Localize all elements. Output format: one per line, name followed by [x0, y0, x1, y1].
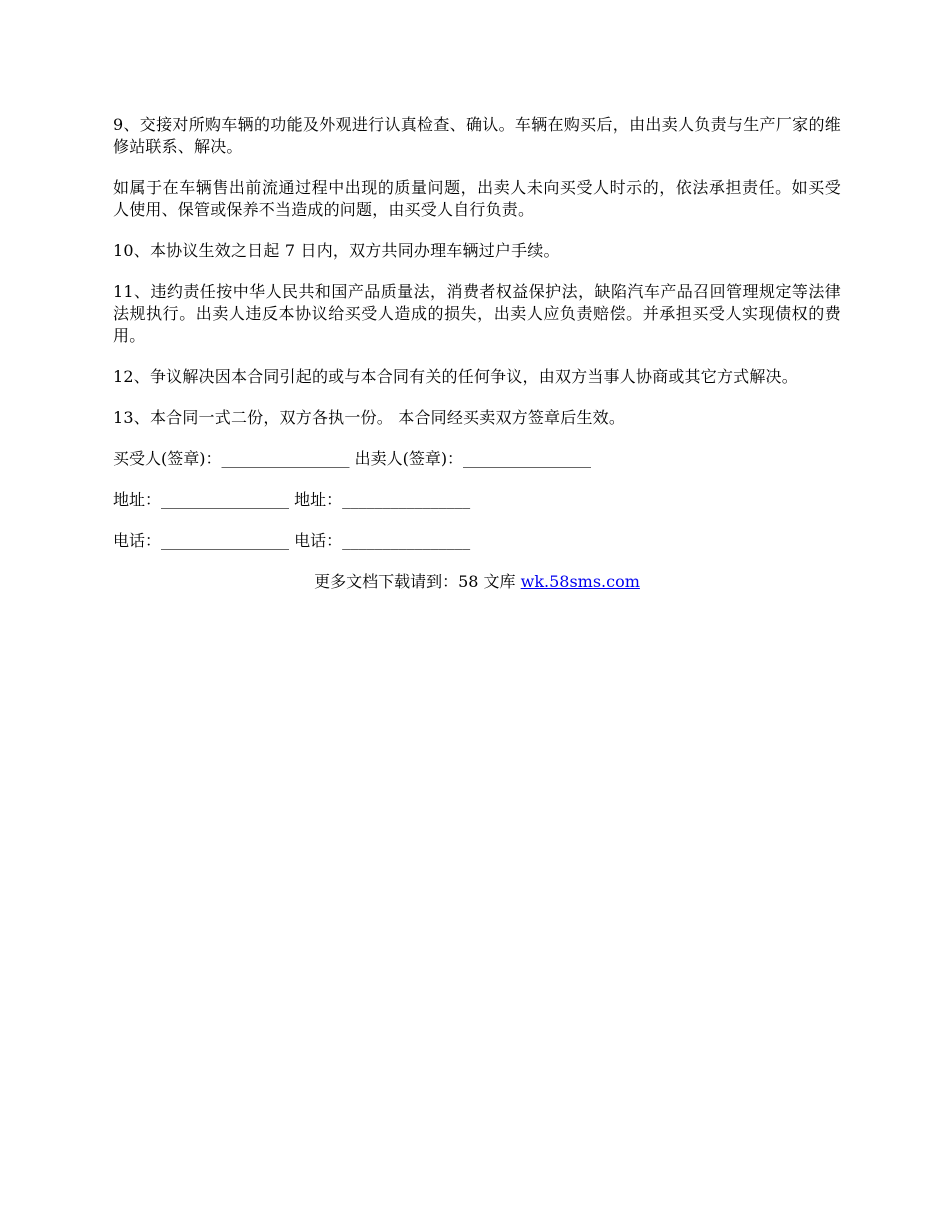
clause-10: 10、本协议生效之日起 7 日内，双方共同办理车辆过户手续。 — [113, 241, 560, 260]
clause-13: 13、本合同一式二份，双方各执一份。 本合同经买卖双方签章后生效。 — [113, 408, 626, 427]
phone-line: 电话：________________ 电话：________________ — [113, 531, 471, 550]
document-page — [113, 114, 841, 593]
signature-line: 买受人(签章)：________________ 出卖人(签章)：________________ — [113, 449, 592, 468]
footer-link[interactable]: wk.58sms.com — [520, 572, 640, 591]
clause-9: 9、交接对所购车辆的功能及外观进行认真检查、确认。车辆在购买后，由出卖人负责与生产厂家的维修站联系、解决。 — [113, 115, 841, 156]
footer — [113, 571, 841, 593]
clause-11: 11、违约责任按中华人民共和国产品质量法，消费者权益保护法，缺陷汽车产品召回管理规定等法律法规执行。出卖人违反本协议给买受人造成的损失，出卖人应负责赔偿。并承担买受人实现债权的费用。 — [113, 282, 841, 345]
clause-12: 12、争议解决因本合同引起的或与本合同有关的任何争议，由双方当事人协商或其它方式解决。 — [113, 367, 798, 386]
address-line: 地址：________________ 地址：________________ — [113, 490, 471, 509]
clause-9-quality: 如属于在车辆售出前流通过程中出现的质量问题，出卖人未向买受人时示的，依法承担责任。如买受人使用、保管或保养不当造成的问题，由买受人自行负责。 — [113, 178, 841, 219]
footer-text: 更多文档下载请到：58 文库 — [314, 572, 521, 591]
